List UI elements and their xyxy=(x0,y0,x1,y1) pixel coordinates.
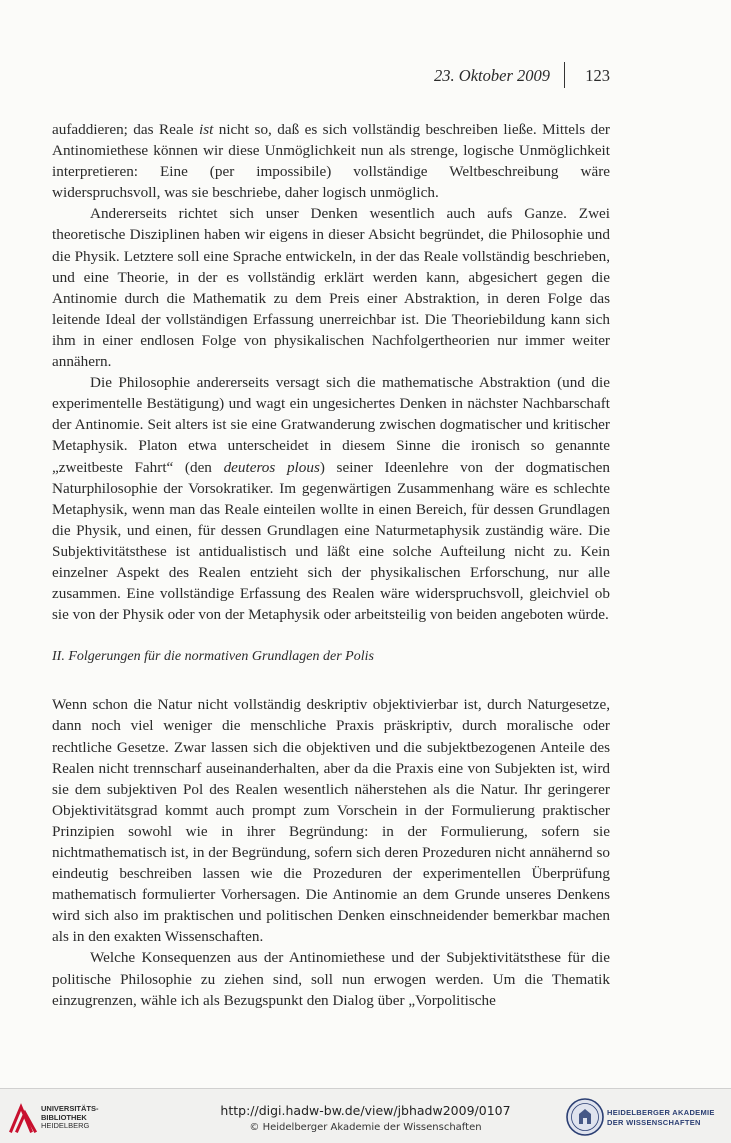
header-divider xyxy=(564,62,565,88)
permalink-link[interactable]: http://digi.hadw-bw.de/view/jbhadw2009/0107 xyxy=(220,1103,511,1118)
library-name-line-3: HEIDELBERG xyxy=(41,1121,90,1130)
academy-name-line-1: HEIDELBERGER AKADEMIE xyxy=(607,1108,715,1117)
paragraph-4: Wenn schon die Natur nicht vollständig deskriptiv objektivierbar ist, durch Naturgesetze, dann noch viel weniger die menschliche Praxis präskriptiv, durch moralische oder rechtliche Gesetze. Zwar lassen sich die objektiven und die subjektbezogenen Anteile des Realen nicht trennscharf auseinanderhalten, aber da die Praxis eine von Subjekten ist, wird sie dem subjektiven Pol des Realen wesentlich näherstehen als die Natur. Ihr geringerer Objektivitätsgrad kommt auch prompt zum Vorschein in der Formulierung praktischer Prinzipien sowohl wie in ihrer Begründung: in der Formulierung, sofern sie nichtmathematisch ist, in der Begründung, sofern sich deren Prozeduren nicht annähernd so eindeutig beschreiben lassen wie die Prozeduren der experimentellen Überprüfung mathematisch formulierter Vorhersagen. Die Antinomie an dem Grunde unseres Denkens wird sich also im praktischen und politischen Denken einschneidender bemerkbar machen als in den exakten Wissenschaften. xyxy=(52,696,610,946)
paragraph-1-text-b: nicht so, daß es sich vollständig beschreiben ließe. Mittels der Antinomiethese können wir diese Unmöglichkeit nun als strenge, logische Unmöglichkeit interpretieren: Eine (per impossibile) vollständige Weltbeschreibung wäre widerspruchsvoll, was sie beschriebe, daher logisch unmöglich. xyxy=(52,121,610,202)
academy-seal-icon xyxy=(565,1097,605,1137)
academy-name-line-2: DER WISSENSCHAFTEN xyxy=(607,1118,701,1127)
running-head: 23. Oktober 2009 xyxy=(434,66,550,85)
viewer-footer xyxy=(0,1088,731,1143)
page-number: 123 xyxy=(585,66,610,85)
library-name-line-1: UNIVERSITÄTS- xyxy=(41,1104,99,1113)
paragraph-1-emphasis: ist xyxy=(198,121,214,138)
academy-logo[interactable] xyxy=(565,1097,727,1137)
paragraph-3-emphasis: deuteros plous xyxy=(223,458,320,476)
library-name-line-2: BIBLIOTHEK xyxy=(41,1112,87,1122)
section-heading: II. Folgerungen für die normativen Grundlagen der Polis xyxy=(52,649,374,665)
paragraph-5: Welche Konsequenzen aus der Antinomiethese und der Subjektivitätsthese für die politische Philosophie zu ziehen sind, soll nun erwogen werden. Um die Thematik einzugrenzen, wähle ich als Bezugspunkt den Dialog über „Vorpolitische xyxy=(52,949,610,1009)
academy-name xyxy=(607,1108,715,1128)
copyright-notice: © Heidelberger Akademie der Wissenschaften xyxy=(249,1122,482,1133)
paragraph-3-text-a: Die Philosophie andererseits versagt sich die mathematische Abstraktion (und die experimentelle Bestätigung) und wagt ein ungesichertes Denken in nächster Nachbarschaft der Antinomie. Seit alters ist sie eine Gratwanderung zwischen dogmatischer und kritischer Metaphysik. Platon etwa unterscheidet in diesem Sinne die ironisch so genannte „zweitbeste Fahrt“ (den xyxy=(52,374,610,476)
paragraph-3-text-b: ) seiner Ideenlehre von der dogmatischen Naturphilosophie der Vorsokratiker. Im gegenwärtigen Zusammenhang wäre es schlechte Metaphysik, wenn man das Reale einteilen wollte in einen Bereich, für dessen Grundlagen die Physik, und einen, für dessen Grundlagen eine Naturmetaphysik zuständig wäre. Die Subjektivitätsthese ist antidualistisch und läßt eine solche Aufteilung nicht zu. Kein einzelner Aspekt des Realen entzieht sich der physikalischen Erforschung, nur alle zusammen. Eine vollständige Erfassung des Realen wäre widerspruchsvoll, gleichviel ob sie von der Physik oder von der Metaphysik oder arbeitsteilig von beiden angeboten würde. xyxy=(52,458,610,624)
paragraph-1 xyxy=(52,119,610,203)
page-body xyxy=(52,119,610,1011)
page-header xyxy=(52,66,610,92)
paragraph-3 xyxy=(52,372,610,625)
paragraph-2: Andererseits richtet sich unser Denken wesentlich auch aufs Ganze. Zwei theoretische Disziplinen haben wir eigens in dieser Absicht begründet, die Philosophie und die Physik. Letztere soll eine Sprache entwickeln, in der das Reale vollständig beschrieben, und eine Theorie, in der es vollständig erklärt werden kann, abgesichert gegen die Antinomie durch die Mathematik zu dem Preis einer Abstraktion, in deren Folge das leitende Ideal der vollständigen Erfassung unerreichbar ist. Die Theoriebildung kann sich ihm in einer endlosen Folge von physikalischen Nachfolgertheorien nur immer weiter annähern. xyxy=(52,205,610,371)
paragraph-1-text-a: aufaddieren; das Reale xyxy=(52,121,199,138)
